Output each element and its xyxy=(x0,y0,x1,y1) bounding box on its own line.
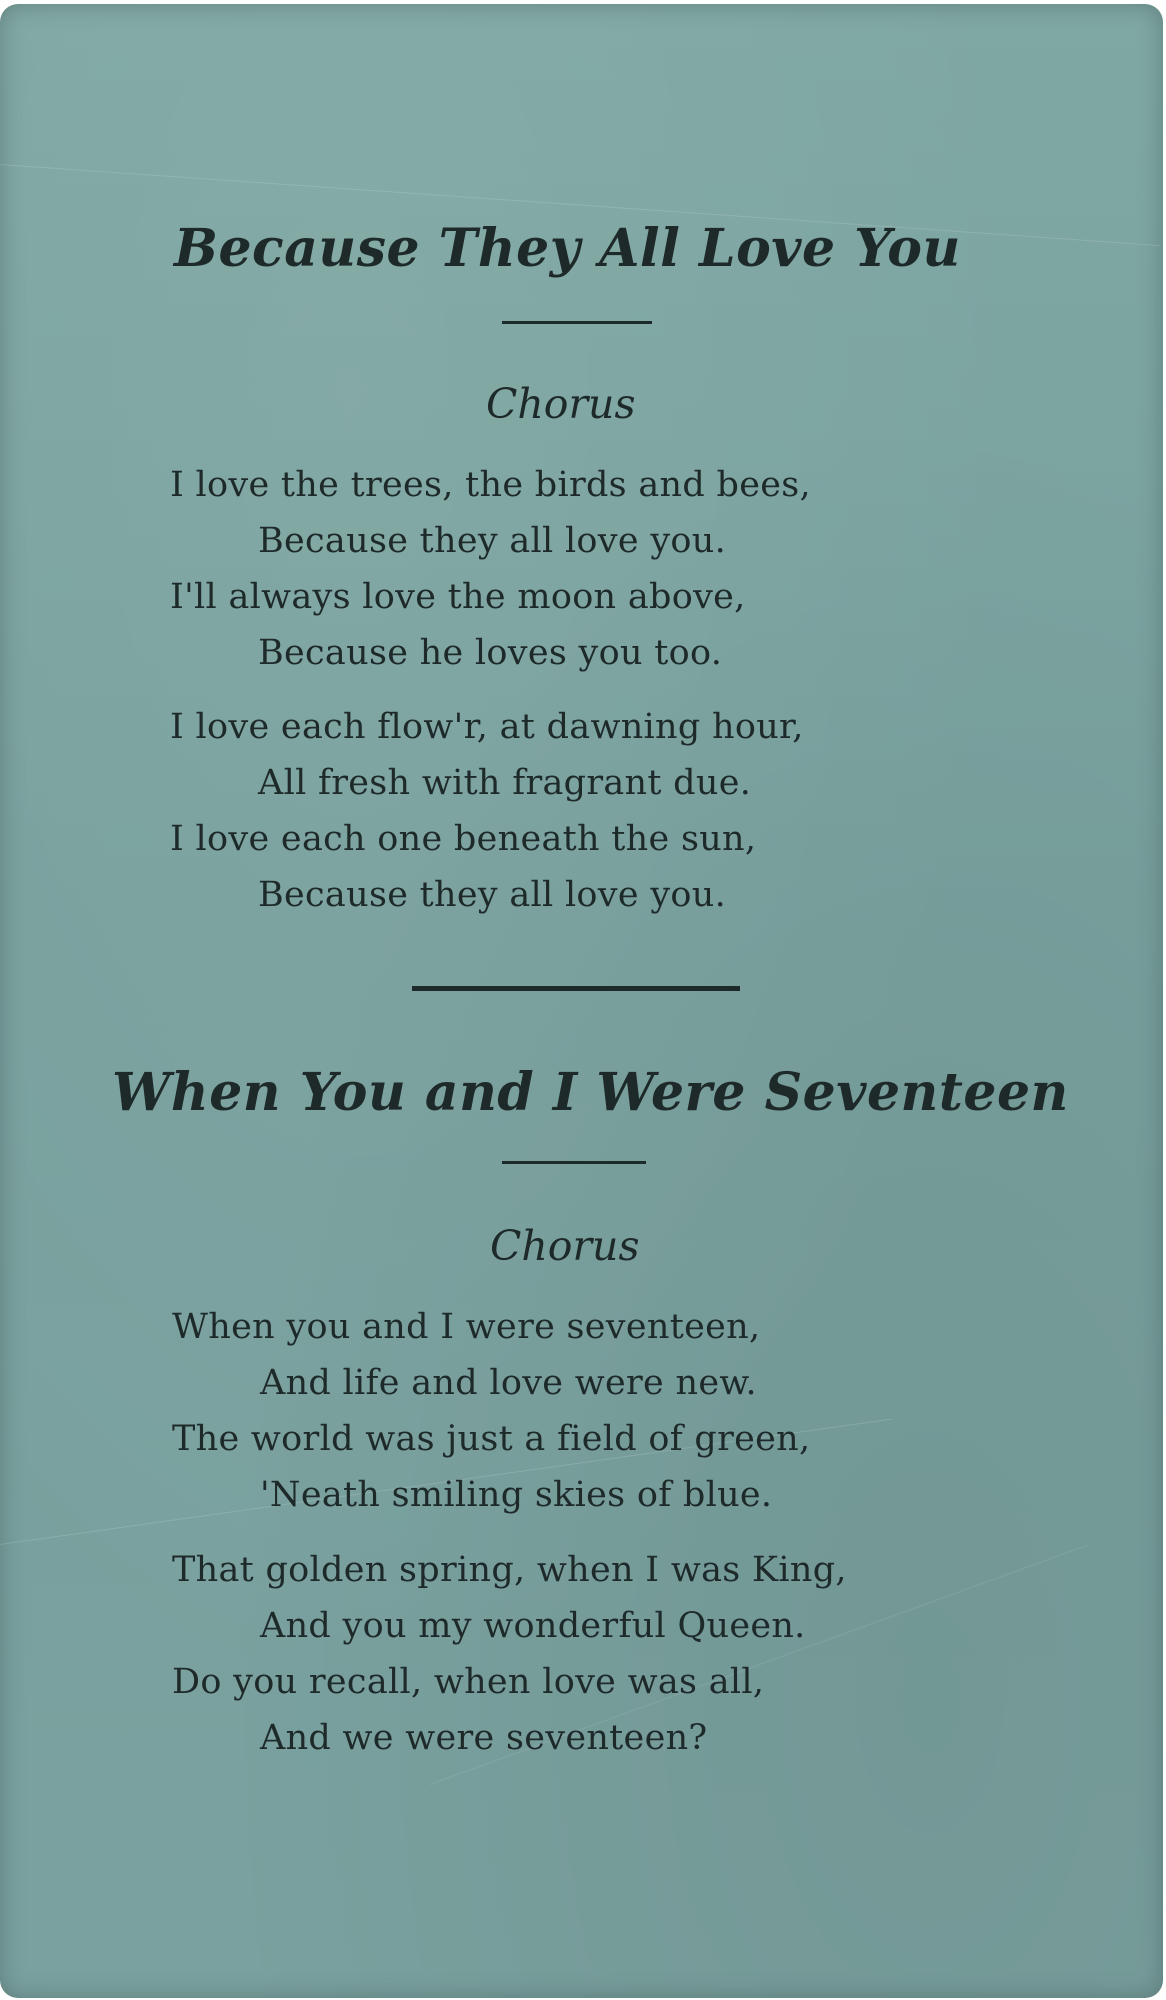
title-divider xyxy=(502,1161,646,1164)
lyric-line: I'll always love the moon above, xyxy=(170,577,746,617)
section-divider xyxy=(412,986,740,991)
lyric-line: And you my wonderful Queen. xyxy=(260,1606,806,1646)
lyric-line: 'Neath smiling skies of blue. xyxy=(260,1475,773,1515)
lyric-line: That golden spring, when I was King, xyxy=(172,1550,847,1590)
song-title: Because They All Love You xyxy=(174,218,961,279)
lyric-line: I love each flow'r, at dawning hour, xyxy=(170,707,804,747)
song-card xyxy=(0,4,1163,1998)
lyric-line: All fresh with fragrant due. xyxy=(258,763,752,803)
lyric-line: When you and I were seventeen, xyxy=(172,1307,761,1347)
title-divider xyxy=(502,321,652,324)
lyric-line: I love the trees, the birds and bees, xyxy=(170,465,811,505)
chorus-label: Chorus xyxy=(490,1222,640,1270)
lyric-line: The world was just a field of green, xyxy=(172,1419,811,1459)
lyric-line: Because they all love you. xyxy=(258,521,727,561)
lyric-line: I love each one beneath the sun, xyxy=(170,819,757,859)
lyric-line: Because he loves you too. xyxy=(258,633,723,673)
song-title: When You and I Were Seventeen xyxy=(112,1062,1069,1123)
lyric-line: And life and love were new. xyxy=(260,1363,757,1403)
lyric-line: Do you recall, when love was all, xyxy=(172,1662,765,1702)
lyric-line: And we were seventeen? xyxy=(260,1718,708,1758)
lyric-line: Because they all love you. xyxy=(258,875,727,915)
chorus-label: Chorus xyxy=(486,380,636,428)
